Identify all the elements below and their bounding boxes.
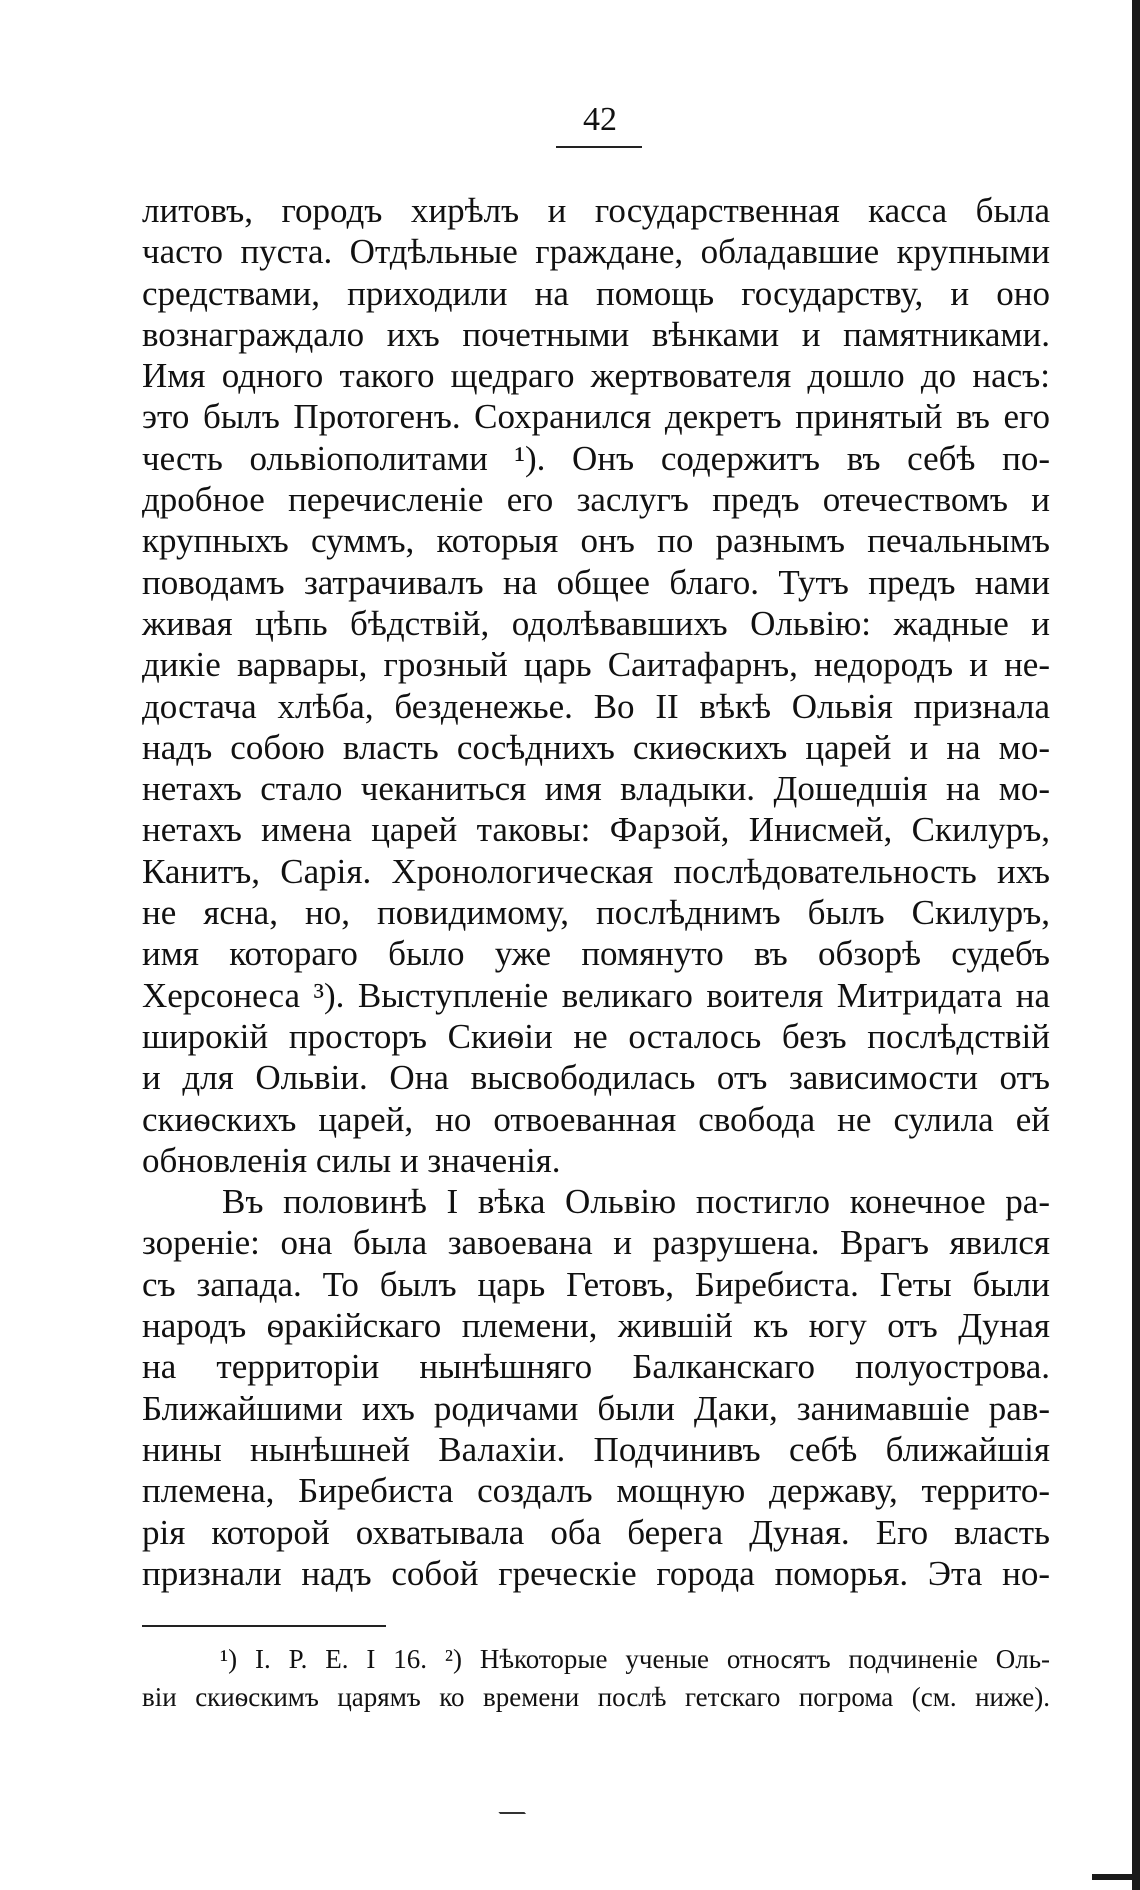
text-line: съ запада. То былъ царь Гетовъ, Биребиста. Геты были <box>142 1264 1050 1304</box>
text-line: скиѳскихъ царей, но отвоеванная свобода не сулила ей <box>142 1099 1050 1139</box>
page-number: 42 <box>583 101 617 138</box>
text-line: Имя одного такого щедраго жертвователя дошло до насъ: <box>142 356 1050 396</box>
paragraph-2 <box>142 1181 1050 1594</box>
text-line: честь ольвіополитами ¹). Онъ содержитъ въ себѣ по- <box>142 438 1050 478</box>
text-line: часто пуста. Отдѣльные граждане, обладавшие крупными <box>142 232 1050 272</box>
footnote-line: ¹) I. P. E. I 16. ²) Нѣкоторые ученые относятъ подчиненіе Оль- <box>220 1644 1050 1674</box>
text-line: не ясна, но, повидимому, послѣднимъ былъ Скилуръ, <box>142 893 1050 933</box>
text-line: поводамъ затрачивалъ на общее благо. Тутъ предъ нами <box>142 562 1050 602</box>
text-line: нетахъ стало чеканиться имя владыки. Дошедшія на мо- <box>142 769 1050 809</box>
text-line: Канитъ, Сарія. Хронологическая послѣдовательность ихъ <box>142 851 1050 891</box>
page-edge-shadow <box>1132 0 1140 1890</box>
text-line: широкій просторъ Скиѳіи не осталось безъ послѣдствій <box>142 1016 1050 1056</box>
text-line: Въ половинѣ I вѣка Ольвію постигло конечное ра- <box>222 1182 1050 1222</box>
text-line: крупныхъ суммъ, которыя онъ по разнымъ печальнымъ <box>142 521 1050 561</box>
text-line: на территоріи нынѣшняго Балканскаго полуострова. <box>142 1347 1050 1387</box>
text-line: Ближайшими ихъ родичами были Даки, занимавшіе рав- <box>142 1388 1050 1428</box>
text-line: достача хлѣба, безденежье. Во II вѣкѣ Ольвія признала <box>142 686 1050 726</box>
text-line: литовъ, городъ хирѣлъ и государственная касса была <box>142 191 1050 230</box>
footnote-line: віи скиѳскимъ царямъ ко времени послѣ гетскаго погрома (см. ниже). <box>142 1682 1050 1712</box>
footnotes <box>142 1640 1050 1716</box>
scan-mark <box>480 1790 526 1814</box>
text-line: обновленія силы и значенія. <box>142 1140 561 1180</box>
text-line: нины нынѣшней Валахіи. Подчинивъ себѣ ближайшія <box>142 1429 1050 1469</box>
body-text <box>142 190 1050 1594</box>
text-line: живая цѣпь бѣдствій, одолѣвавшихъ Ольвію: жадные и <box>142 603 1050 643</box>
text-line: дробное перечисленіе его заслугъ предъ отечествомъ и <box>142 480 1050 520</box>
page-number-underline <box>556 146 642 148</box>
text-line: зореніе: она была завоевана и разрушена. Врагъ явился <box>142 1223 1050 1263</box>
text-line: и для Ольвіи. Она высвободилась отъ зависимости отъ <box>142 1058 1050 1098</box>
text-line: признали надъ собой греческіе города поморья. Эта но- <box>142 1553 1050 1593</box>
text-line: средствами, приходили на помощь государству, и оно <box>142 273 1050 313</box>
footnote-separator <box>142 1625 386 1627</box>
text-line: надъ собою власть сосѣднихъ скиѳскихъ царей и на мо- <box>142 727 1050 767</box>
paragraph-1 <box>142 190 1050 1181</box>
text-line: народъ ѳракійскаго племени, жившій къ югу отъ Дуная <box>142 1306 1050 1346</box>
text-line: это былъ Протогенъ. Сохранился декретъ принятый въ его <box>142 397 1050 437</box>
page-edge-foot <box>1092 1874 1132 1880</box>
text-line: имя котораго было уже помянуто въ обзорѣ судебъ <box>142 934 1050 974</box>
text-line: Херсонеса ³). Выступленіе великаго воителя Митридата на <box>142 975 1050 1015</box>
text-line: нетахъ имена царей таковы: Фарзой, Инисмей, Скилуръ, <box>142 810 1050 850</box>
text-line: рія которой охватывала оба берега Дуная. Его власть <box>142 1512 1050 1552</box>
text-line: вознаграждало ихъ почетными вѣнками и памятниками. <box>142 314 1050 354</box>
text-line: племена, Биребиста создалъ мощную державу, террито- <box>142 1471 1050 1511</box>
text-line: дикіе варвары, грозный царь Саитафарнъ, недородъ и не- <box>142 645 1050 685</box>
